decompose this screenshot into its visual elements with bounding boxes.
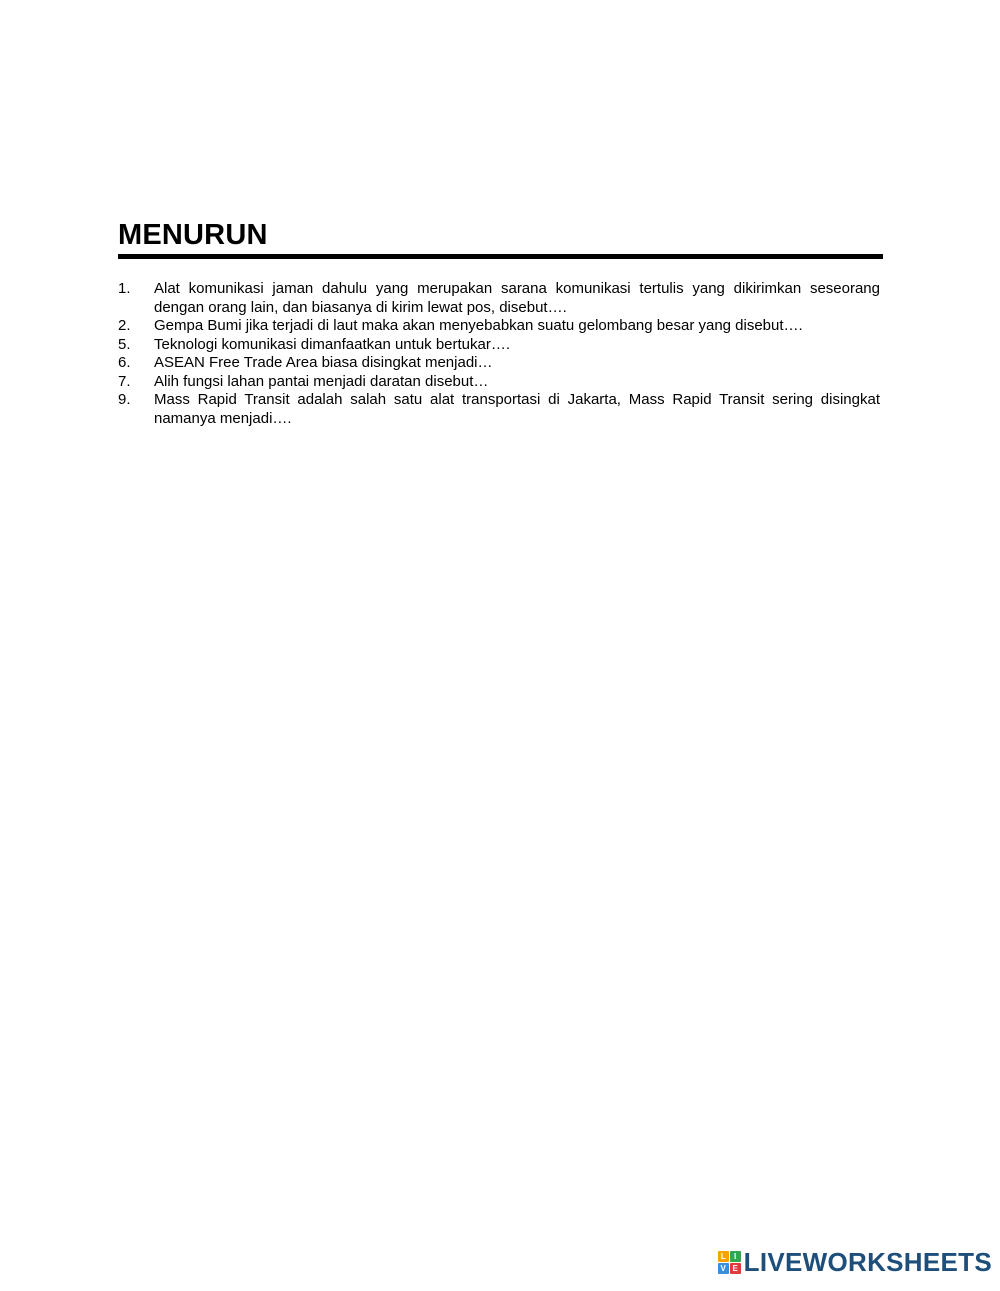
list-item <box>118 354 880 373</box>
clue-number: 7. <box>118 372 131 390</box>
clue-number: 2. <box>118 317 131 334</box>
logo-block-i: I <box>730 1251 741 1262</box>
clue-text: Alih fungsi lahan pantai menjadi daratan disebut… <box>154 372 489 390</box>
clue-number: 1. <box>118 280 131 297</box>
live-blocks-icon <box>718 1251 741 1274</box>
list-item <box>118 391 880 428</box>
clue-number: 6. <box>118 354 131 371</box>
list-item <box>118 336 880 355</box>
logo-block-v: V <box>718 1263 729 1274</box>
clue-text: Mass Rapid Transit adalah salah satu alat transportasi di Jakarta, Mass Rapid Transit sering disingkat namanya menjadi…. <box>154 391 880 427</box>
clue-text: Alat komunikasi jaman dahulu yang merupakan sarana komunikasi tertulis yang dikirimkan seseorang dengan orang lain, dan biasanya di kirim lewat pos, disebut…. <box>154 280 880 316</box>
logo-wordmark: LIVEWORKSHEETS <box>743 1247 992 1277</box>
list-item <box>118 373 880 392</box>
clue-text: Gempa Bumi jika terjadi di laut maka akan menyebabkan suatu gelombang besar yang disebut…. <box>154 317 803 334</box>
list-item <box>118 280 880 317</box>
clue-number: 9. <box>118 391 131 408</box>
title-divider <box>118 254 883 259</box>
list-item <box>118 317 880 336</box>
page-title: MENURUN <box>118 219 268 251</box>
liveworksheets-logo[interactable] <box>718 1248 992 1276</box>
clue-list <box>118 280 880 428</box>
logo-block-l: L <box>718 1251 729 1262</box>
worksheet <box>118 218 883 428</box>
clue-number: 5. <box>118 335 131 353</box>
clue-text: ASEAN Free Trade Area biasa disingkat menjadi… <box>154 354 493 371</box>
clue-text: Teknologi komunikasi dimanfaatkan untuk bertukar…. <box>154 335 511 353</box>
logo-block-e: E <box>730 1263 741 1274</box>
